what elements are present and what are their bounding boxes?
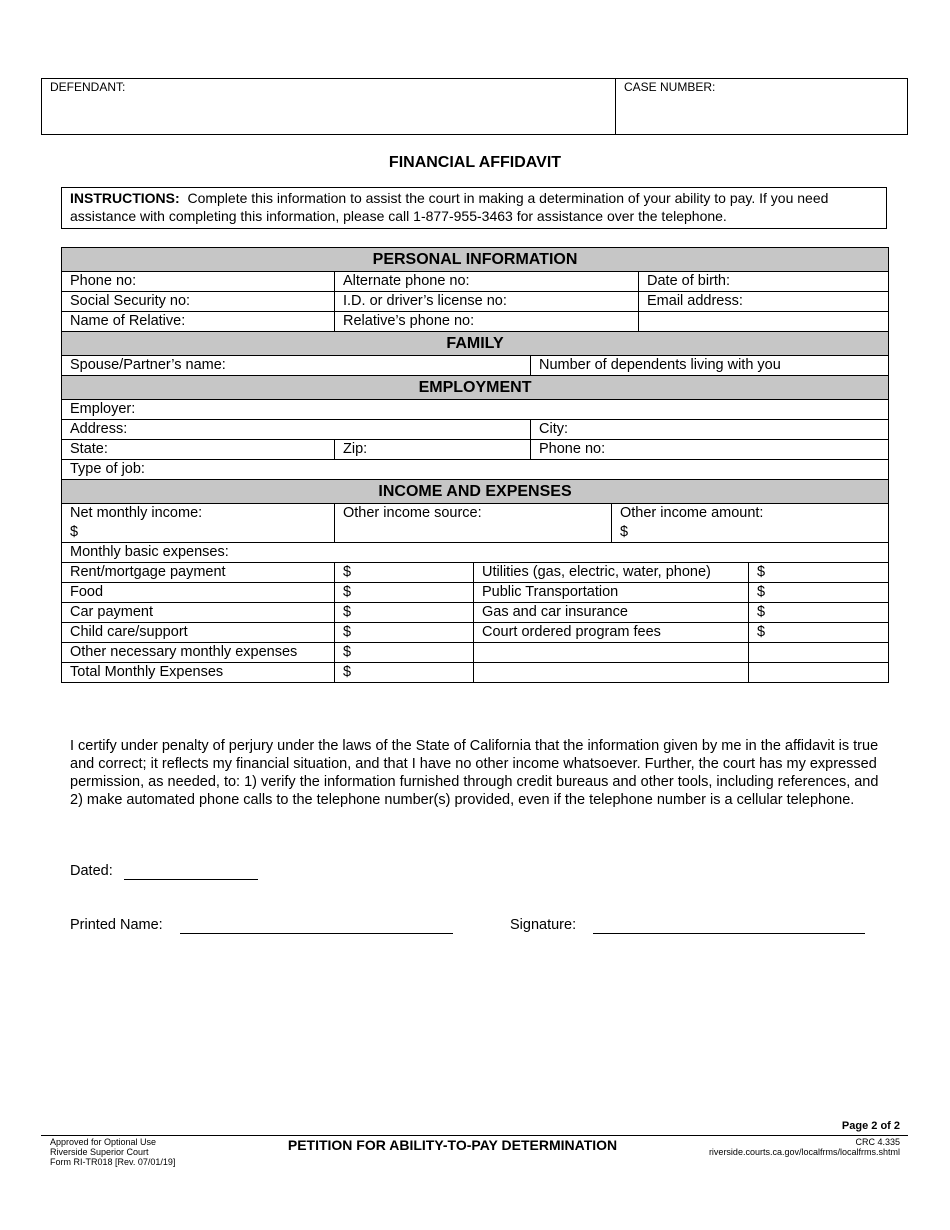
net-income-field[interactable]: Net monthly income: $ xyxy=(62,504,335,543)
total-label: Total Monthly Expenses xyxy=(62,663,335,683)
employment-phone-field[interactable]: Phone no: xyxy=(531,440,889,460)
other-exp-amount[interactable]: $ xyxy=(335,643,474,663)
other-source-field[interactable]: Other income source: xyxy=(335,504,612,543)
defendant-label: DEFENDANT: xyxy=(50,80,126,94)
dated-line[interactable] xyxy=(124,879,258,880)
basic-expenses-label: Monthly basic expenses: xyxy=(62,543,889,563)
other-amount-field[interactable]: Other income amount: $ xyxy=(612,504,889,543)
email-field[interactable]: Email address: xyxy=(639,292,889,312)
case-number-label: CASE NUMBER: xyxy=(624,80,716,94)
rent-amount[interactable]: $ xyxy=(335,563,474,583)
family-heading: FAMILY xyxy=(62,332,889,356)
printed-name-label: Printed Name: xyxy=(70,917,163,933)
other-exp-label: Other necessary monthly expenses xyxy=(62,643,335,663)
blank-field[interactable] xyxy=(639,312,889,332)
personal-info-heading: PERSONAL INFORMATION xyxy=(62,248,889,272)
signature-line[interactable] xyxy=(593,933,865,934)
page-number: Page 2 of 2 xyxy=(841,1120,900,1132)
case-number-field[interactable] xyxy=(616,79,907,134)
signature-label: Signature: xyxy=(510,917,577,933)
child-care-amount[interactable]: $ xyxy=(335,623,474,643)
instructions-lead: INSTRUCTIONS: xyxy=(70,190,180,206)
form-id: Form RI-TR018 [Rev. 07/01/19] xyxy=(50,1157,176,1167)
transport-label: Public Transportation xyxy=(474,583,749,603)
case-header xyxy=(41,78,908,135)
income-heading: INCOME AND EXPENSES xyxy=(62,480,889,504)
employment-heading: EMPLOYMENT xyxy=(62,376,889,400)
affidavit-form xyxy=(61,247,889,683)
total-amount[interactable]: $ xyxy=(335,663,474,683)
page-title: FINANCIAL AFFIDAVIT xyxy=(388,154,562,171)
instructions-text: Complete this information to assist the court in making a determination of your ability to pay. If you need assistance with completing this information, please call 1-877-955-3463 for assistance over the telephone. xyxy=(70,190,829,224)
state-field[interactable]: State: xyxy=(62,440,335,460)
crc-text: CRC 4.335 xyxy=(855,1137,900,1147)
gas-ins-label: Gas and car insurance xyxy=(474,603,749,623)
id-field[interactable]: I.D. or driver’s license no: xyxy=(335,292,639,312)
food-amount[interactable]: $ xyxy=(335,583,474,603)
court-fees-label: Court ordered program fees xyxy=(474,623,749,643)
phone-field[interactable]: Phone no: xyxy=(62,272,335,292)
instructions-box xyxy=(61,187,887,229)
footer-divider xyxy=(41,1135,908,1136)
dated-label: Dated: xyxy=(70,863,113,879)
child-care-label: Child care/support xyxy=(62,623,335,643)
court-text: Riverside Superior Court xyxy=(50,1147,149,1157)
footer-left xyxy=(50,1137,175,1167)
ssn-field[interactable]: Social Security no: xyxy=(62,292,335,312)
relative-phone-field[interactable]: Relative’s phone no: xyxy=(335,312,639,332)
gas-ins-amount[interactable]: $ xyxy=(749,603,889,623)
relative-field[interactable]: Name of Relative: xyxy=(62,312,335,332)
empty-cell xyxy=(749,643,889,663)
spouse-field[interactable]: Spouse/Partner’s name: xyxy=(62,356,531,376)
rent-label: Rent/mortgage payment xyxy=(62,563,335,583)
court-url[interactable]: riverside.courts.ca.gov/localfrms/localfrms.shtml xyxy=(708,1147,900,1157)
utilities-amount[interactable]: $ xyxy=(749,563,889,583)
footer-title: PETITION FOR ABILITY-TO-PAY DETERMINATION xyxy=(287,1137,618,1153)
zip-field[interactable]: Zip: xyxy=(335,440,531,460)
city-field[interactable]: City: xyxy=(531,420,889,440)
car-amount[interactable]: $ xyxy=(335,603,474,623)
utilities-label: Utilities (gas, electric, water, phone) xyxy=(474,563,749,583)
dependents-field[interactable]: Number of dependents living with you xyxy=(531,356,889,376)
court-fees-amount[interactable]: $ xyxy=(749,623,889,643)
job-type-field[interactable]: Type of job: xyxy=(62,460,889,480)
printed-name-line[interactable] xyxy=(180,933,453,934)
defendant-field[interactable] xyxy=(42,79,616,134)
footer-right xyxy=(650,1137,900,1157)
food-label: Food xyxy=(62,583,335,603)
certification-text: I certify under penalty of perjury under the laws of the State of California that the information given by me in the affidavit is true and correct; it reflects my financial situation, and that I have no other income whatsoever. Further, the court has my expressed permission, as needed, to: 1) verify the information furnished through credit bureaus and other tools, including references, and 2) make automated phone calls to the telephone number(s) provided, even if the telephone number is a cellular telephone. xyxy=(70,738,879,808)
employer-field[interactable]: Employer: xyxy=(62,400,889,420)
approved-text: Approved for Optional Use xyxy=(50,1137,157,1147)
dob-field[interactable]: Date of birth: xyxy=(639,272,889,292)
transport-amount[interactable]: $ xyxy=(749,583,889,603)
empty-cell xyxy=(749,663,889,683)
empty-cell xyxy=(474,663,749,683)
alt-phone-field[interactable]: Alternate phone no: xyxy=(335,272,639,292)
address-field[interactable]: Address: xyxy=(62,420,531,440)
empty-cell xyxy=(474,643,749,663)
car-label: Car payment xyxy=(62,603,335,623)
